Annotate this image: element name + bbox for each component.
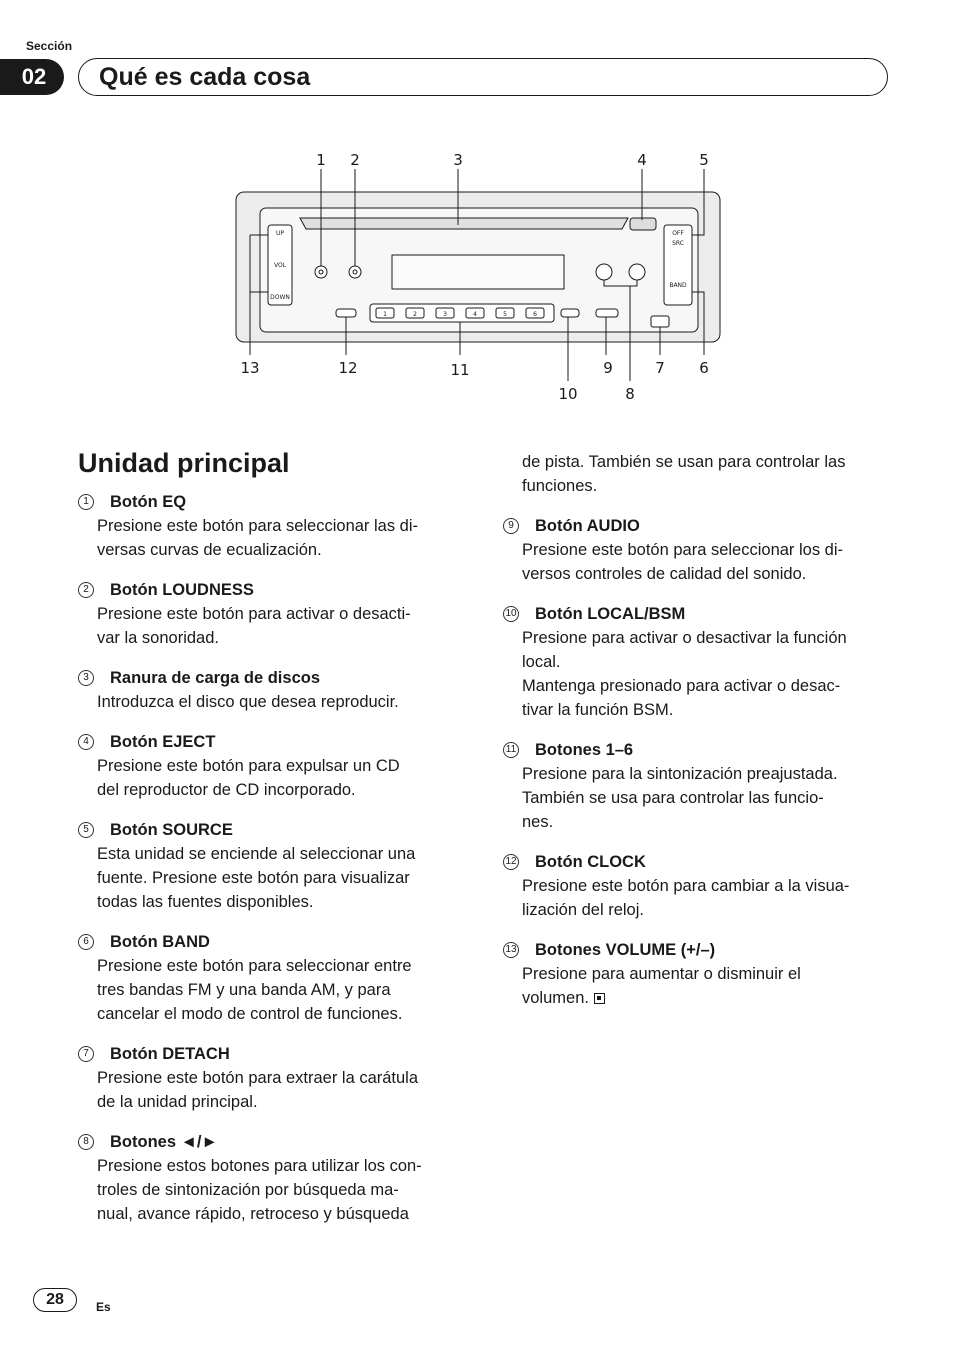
panel-up-label: UP	[275, 230, 285, 237]
legend-number: 3	[78, 670, 94, 686]
legend-name: Botones 1–6	[535, 741, 634, 759]
legend-entry	[78, 730, 468, 802]
panel-down-label: DOWN	[270, 294, 290, 301]
legend-description-text: Presione este botón para activar o desacti- var la sonoridad.	[97, 605, 411, 647]
legend-entry	[78, 1130, 468, 1226]
legend-name: Botones ◄/►	[110, 1133, 218, 1151]
legend-number: 10	[503, 606, 519, 622]
end-of-section-icon	[594, 993, 605, 1004]
left-column	[78, 490, 468, 1242]
callout-12: 12	[338, 359, 358, 377]
callout-9: 9	[603, 359, 613, 377]
section-title: Qué es cada cosa	[99, 62, 311, 91]
legend-description	[78, 514, 468, 562]
legend-number: 6	[78, 934, 94, 950]
section-label: Sección	[26, 39, 73, 53]
legend-entry-head	[78, 930, 468, 954]
panel-off-label: OFF	[672, 230, 684, 237]
legend-entry	[78, 578, 468, 650]
legend-entry	[78, 818, 468, 914]
legend-description-text: Presione este botón para cambiar a la visua- lización del reloj.	[522, 877, 850, 919]
right-column	[503, 450, 893, 1026]
legend-entry	[503, 602, 893, 722]
legend-number: 2	[78, 582, 94, 598]
legend-name: Botón LOUDNESS	[110, 581, 254, 599]
legend-description-text: Presione este botón para extraer la carátula de la unidad principal.	[97, 1069, 419, 1111]
legend-description-text: Presione este botón para seleccionar las di- versas curvas de ecualización.	[97, 517, 419, 559]
legend-name: Botón CLOCK	[535, 853, 646, 871]
preset-4: 4	[473, 311, 477, 318]
legend-entry	[503, 938, 893, 1010]
legend-entry	[78, 930, 468, 1026]
legend-entry	[503, 850, 893, 922]
callout-1: 1	[316, 151, 326, 169]
legend-description-text: Esta unidad se enciende al seleccionar una fuente. Presione este botón para visualizar todas las fuentes disponibles.	[97, 845, 416, 911]
legend-name: Ranura de carga de discos	[110, 669, 320, 687]
legend-entry-head	[78, 818, 468, 842]
legend-description	[78, 1066, 468, 1114]
legend-description-text: Presione este botón para seleccionar los di- versos controles de calidad del sonido.	[522, 541, 844, 583]
legend-description	[78, 690, 468, 714]
callout-13: 13	[240, 359, 260, 377]
callout-11: 11	[450, 361, 470, 379]
legend-entry-head	[503, 850, 893, 874]
legend-number: 7	[78, 1046, 94, 1062]
legend-description-text: Presione para aumentar o disminuir el volumen.	[522, 965, 801, 1007]
legend-entry	[503, 514, 893, 586]
legend-description-text: Presione este botón para expulsar un CD del reproductor de CD incorporado.	[97, 757, 400, 799]
language-code: Es	[96, 1300, 111, 1314]
legend-entry-head	[503, 514, 893, 538]
preset-3: 3	[443, 311, 447, 318]
legend-name: Botón LOCAL/BSM	[535, 605, 686, 623]
legend-description-text: Introduzca el disco que desea reproducir.	[97, 693, 399, 711]
legend-entry-head	[78, 1042, 468, 1066]
legend-number: 9	[503, 518, 519, 534]
callout-4: 4	[637, 151, 647, 169]
callout-10: 10	[558, 385, 578, 403]
legend-description	[503, 762, 893, 834]
legend-entry-head	[503, 738, 893, 762]
legend-entry-head	[78, 730, 468, 754]
legend-entry	[78, 666, 468, 714]
legend-description	[503, 538, 893, 586]
legend-entry-head	[503, 602, 893, 626]
legend-entry-head	[503, 938, 893, 962]
callout-8: 8	[625, 385, 635, 403]
legend-number: 1	[78, 494, 94, 510]
legend-number: 5	[78, 822, 94, 838]
panel-src-label: SRC	[672, 240, 684, 247]
callout-5: 5	[699, 151, 709, 169]
section-title-box	[78, 58, 888, 96]
preset-2: 2	[413, 311, 417, 318]
legend-number: 11	[503, 742, 519, 758]
preset-6: 6	[533, 311, 537, 318]
callout-6: 6	[699, 359, 709, 377]
callout-7: 7	[655, 359, 665, 377]
legend-description	[503, 874, 893, 922]
legend-description	[78, 842, 468, 914]
legend-entry-head	[78, 1130, 468, 1154]
legend-number: 8	[78, 1134, 94, 1150]
legend-name: Botones VOLUME (+/–)	[535, 941, 716, 959]
panel-band-label: BAND	[669, 282, 687, 289]
page-number: 28	[33, 1288, 77, 1312]
legend-entry	[78, 490, 468, 562]
legend-entry-head	[78, 666, 468, 690]
legend-name: Botón AUDIO	[535, 517, 640, 535]
main-heading: Unidad principal	[78, 448, 290, 478]
section-number-badge: 02	[0, 59, 64, 95]
legend-entry	[503, 738, 893, 834]
legend-description-text: Presione para activar o desactivar la función local. Mantenga presionado para activar o desac- tivar la función BSM.	[522, 629, 847, 719]
legend-entry-head	[78, 490, 468, 514]
continued-text: de pista. También se usan para controlar las funciones.	[522, 453, 846, 495]
legend-description	[503, 626, 893, 722]
legend-number: 13	[503, 942, 519, 958]
legend-entry	[78, 1042, 468, 1114]
legend-name: Botón DETACH	[110, 1045, 230, 1063]
legend-description	[78, 1154, 468, 1226]
panel-vol-label: VOL	[273, 262, 287, 269]
legend-entry-head	[78, 578, 468, 602]
legend-description-text: Presione este botón para seleccionar entre tres bandas FM y una banda AM, y para cancelar el modo de control de funciones.	[97, 957, 412, 1023]
legend-name: Botón EJECT	[110, 733, 216, 751]
legend-number: 12	[503, 854, 519, 870]
callout-2: 2	[350, 151, 360, 169]
legend-description	[78, 754, 468, 802]
head-unit-diagram	[230, 145, 730, 405]
callout-3: 3	[453, 151, 463, 169]
legend-description-text: Presione estos botones para utilizar los con- troles de sintonización por búsqueda ma- nual, avance rápido, retroceso y búsqueda	[97, 1157, 422, 1223]
legend-description	[503, 962, 893, 1010]
legend-name: Botón SOURCE	[110, 821, 233, 839]
legend-description	[78, 954, 468, 1026]
legend-number: 4	[78, 734, 94, 750]
legend-description-text: Presione para la sintonización preajustada. También se usa para controlar las funcio- nes.	[522, 765, 838, 831]
preset-1: 1	[383, 311, 387, 318]
legend-name: Botón BAND	[110, 933, 210, 951]
legend-description	[78, 602, 468, 650]
preset-5: 5	[503, 311, 507, 318]
legend-name: Botón EQ	[110, 493, 187, 511]
